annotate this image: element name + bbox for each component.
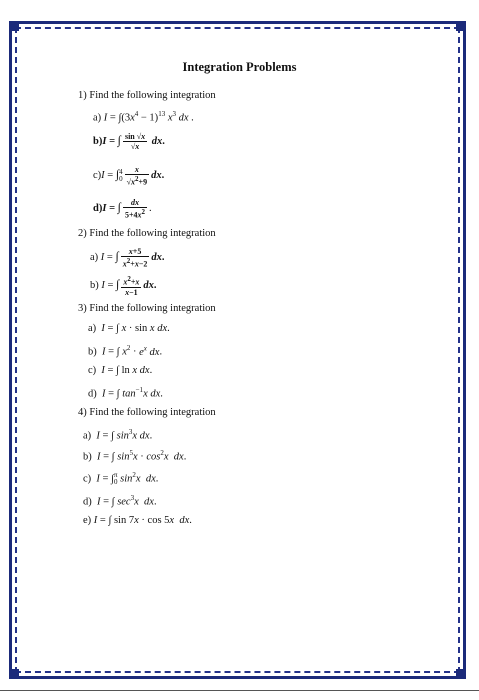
corner-ornament-bl (9, 669, 19, 679)
problem-3a: a) I = ∫ x · sin x dx. (88, 323, 170, 334)
page-border-inner (15, 27, 460, 673)
problem-4a: a) I = ∫ $\sin^3x$ dx. (83, 428, 153, 442)
problem-1d: d)I = ∫ $\frac{dx}{5+4x^2}$ . (93, 198, 152, 220)
corner-ornament-br (456, 669, 466, 679)
problem-4b: b) I = ∫ $\sin^5x \cdot \cos^2x$ dx. (83, 449, 187, 463)
corner-ornament-tr (456, 21, 466, 31)
corner-ornament-tl (9, 21, 19, 31)
problem-4d: d) I = ∫ $\sec^3x$ dx. (83, 494, 157, 508)
page-title: Integration Problems (182, 60, 297, 74)
section-3-heading: 3) Find the following integration (78, 303, 216, 314)
section-2-heading: 2) Find the following integration (78, 228, 216, 239)
section-4-heading: 4) Find the following integration (78, 407, 216, 418)
problem-1c: c)I = ∫4 0 $\frac{x}{√x^2+9}$ dx. (93, 165, 165, 187)
problem-4e: e) I = ∫ sin 7x · cos 5x dx. (83, 515, 192, 526)
problem-1a: a) $I = \int(3x^4 - 1)^{13}$ $x^3$ dx . (93, 110, 194, 124)
section-1-heading: 1) Find the following integration (78, 90, 216, 101)
page-bottom-rule (0, 690, 479, 691)
problem-1b: b)I = ∫ $\frac{\sin √x}{√x}$ dx. (93, 132, 165, 151)
problem-3b: b) I = ∫ $x^2 \cdot e^x$ dx. (88, 344, 163, 358)
problem-3d: d) I = ∫ $\tan^{-1}x$ dx. (88, 386, 163, 400)
problem-4c: c) I = ∫π 0 $\sin^2x$ dx. (83, 471, 159, 487)
problem-3c: c) I = ∫ ln x dx. (88, 365, 153, 376)
problem-2b: b) I = ∫ $\frac{x^2+x}{x-1}$ dx. (90, 275, 157, 297)
problem-2a: a) I = ∫ $\frac{x+5}{x^2+x-2}$ dx. (90, 247, 165, 269)
